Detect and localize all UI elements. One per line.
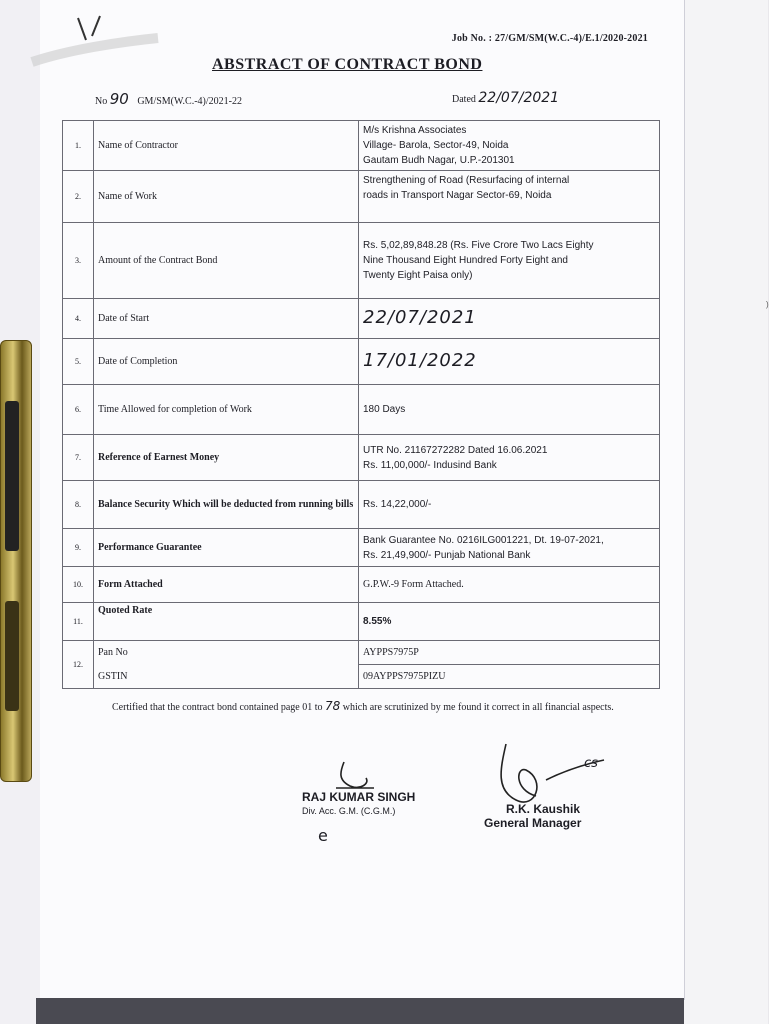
ref-prefix: No: [95, 96, 108, 107]
completion-date-handwritten: 17/01/2022: [363, 349, 477, 371]
adjacent-page-edge: ): [684, 0, 768, 1024]
row-number: 4.: [63, 299, 94, 339]
row-number: 11.: [63, 603, 94, 641]
value-line: 8.55%: [363, 616, 392, 627]
row-label: Performance Guarantee: [94, 529, 359, 567]
table-row: [63, 223, 660, 299]
row-number: 3.: [63, 223, 94, 299]
row-label: Name of Work: [94, 171, 359, 223]
value-line: Rs. 11,00,000/- Indusind Bank: [363, 459, 497, 471]
row-label: Quoted Rate: [94, 603, 359, 641]
value-line: Gautam Budh Nagar, U.P.-201301: [363, 155, 515, 166]
value-line: Rs. 5,02,89,848.28 (Rs. Five Crore Two Lacs Eighty: [363, 240, 594, 251]
table-row: [63, 171, 660, 223]
signatory-right-name: R.K. Kaushik: [506, 802, 581, 816]
row-label: Reference of Earnest Money: [94, 435, 359, 481]
value-line: Rs. 14,22,000/-: [363, 499, 432, 510]
contract-bond-table: [62, 120, 660, 689]
row-label: GSTIN: [94, 665, 359, 689]
row-number: 1.: [63, 121, 94, 171]
row-label: Date of Completion: [94, 339, 359, 385]
row-number: 10.: [63, 567, 94, 603]
job-number: Job No. : 27/GM/SM(W.C.-4)/E.1/2020-2021: [451, 33, 648, 44]
row-value: AYPPS7975P: [359, 641, 660, 665]
ref-number-handwritten: 90: [109, 90, 129, 108]
row-label: Pan No: [94, 641, 359, 665]
signatory-left: [302, 790, 415, 818]
row-number: 9.: [63, 529, 94, 567]
reference-number: [95, 90, 242, 108]
value-line: Rs. 21,49,900/- Punjab National Bank: [363, 549, 531, 561]
ref-suffix: GM/SM(W.C.-4)/2021-22: [137, 96, 242, 107]
start-date-handwritten: 22/07/2021: [363, 306, 477, 328]
value-line: Strengthening of Road (Resurfacing of internal: [363, 175, 570, 186]
pen-scribble-mark: [28, 10, 168, 70]
row-label: Form Attached: [94, 567, 359, 603]
value-line: G.P.W.-9 Form Attached.: [363, 579, 464, 590]
row-value: [359, 481, 660, 529]
binder-clip: [0, 340, 32, 782]
row-number: 8.: [63, 481, 94, 529]
dated-label: Dated: [452, 94, 476, 105]
row-value: [359, 121, 660, 171]
row-label: Time Allowed for completion of Work: [94, 385, 359, 435]
row-label: Date of Start: [94, 299, 359, 339]
row-value: [359, 223, 660, 299]
row-value: [359, 171, 660, 223]
row-number: 7.: [63, 435, 94, 481]
table-row: [63, 121, 660, 171]
row-label: Balance Security Which will be deducted from running bills: [94, 481, 359, 529]
row-value: [359, 299, 660, 339]
row-label: Amount of the Contract Bond: [94, 223, 359, 299]
table-row: [63, 665, 660, 689]
row-value: [359, 567, 660, 603]
document-title: ABSTRACT OF CONTRACT BOND: [212, 56, 483, 73]
table-row: [63, 339, 660, 385]
row-label: Name of Contractor: [94, 121, 359, 171]
value-line: M/s Krishna Associates: [363, 125, 467, 136]
signatory-right: [484, 802, 581, 830]
value-line: Bank Guarantee No. 0216ILG001221, Dt. 19-07-2021,: [363, 534, 604, 546]
row-value: [359, 529, 660, 567]
signatory-left-name: RAJ KUMAR SINGH: [302, 790, 416, 804]
certification-text: [66, 700, 666, 714]
signatory-left-designation: Div. Acc. G.M. (C.G.M.): [302, 806, 396, 816]
row-value: 09AYPPS7975PIZU: [359, 665, 660, 689]
table-row: [63, 529, 660, 567]
dated-value-handwritten: 22/07/2021: [478, 90, 560, 106]
row-number: 12.: [63, 641, 94, 689]
cert-text-before: Certified that the contract bond contained page 01 to: [112, 702, 323, 713]
table-row: [63, 641, 660, 665]
table-row: [63, 567, 660, 603]
reference-date: [452, 90, 559, 106]
cert-page-handwritten: 78: [324, 699, 341, 713]
row-value: [359, 603, 660, 641]
cert-text-after: which are scrutinized by me found it correct in all financial aspects.: [342, 702, 614, 713]
handwritten-initial: e: [318, 826, 328, 845]
row-number: 6.: [63, 385, 94, 435]
value-line: Nine Thousand Eight Hundred Forty Eight and: [363, 255, 568, 266]
table-row: [63, 385, 660, 435]
row-number: 5.: [63, 339, 94, 385]
row-value: [359, 435, 660, 481]
value-line: Twenty Eight Paisa only): [363, 270, 473, 281]
table-row: [63, 603, 660, 641]
value-line: UTR No. 21167272282 Dated 16.06.2021: [363, 444, 548, 456]
table-row: [63, 299, 660, 339]
table-row: [63, 481, 660, 529]
row-value: [359, 339, 660, 385]
page-bottom-shadow: [36, 998, 684, 1024]
signatory-right-designation: General Manager: [484, 816, 582, 830]
row-number: 2.: [63, 171, 94, 223]
value-line: Village- Barola, Sector-49, Noida: [363, 140, 509, 151]
row-value: [359, 385, 660, 435]
value-line: roads in Transport Nagar Sector-69, Noida: [363, 190, 552, 201]
value-line: 180 Days: [363, 404, 406, 415]
table-row: [63, 435, 660, 481]
handwritten-mark: cs: [584, 756, 598, 771]
